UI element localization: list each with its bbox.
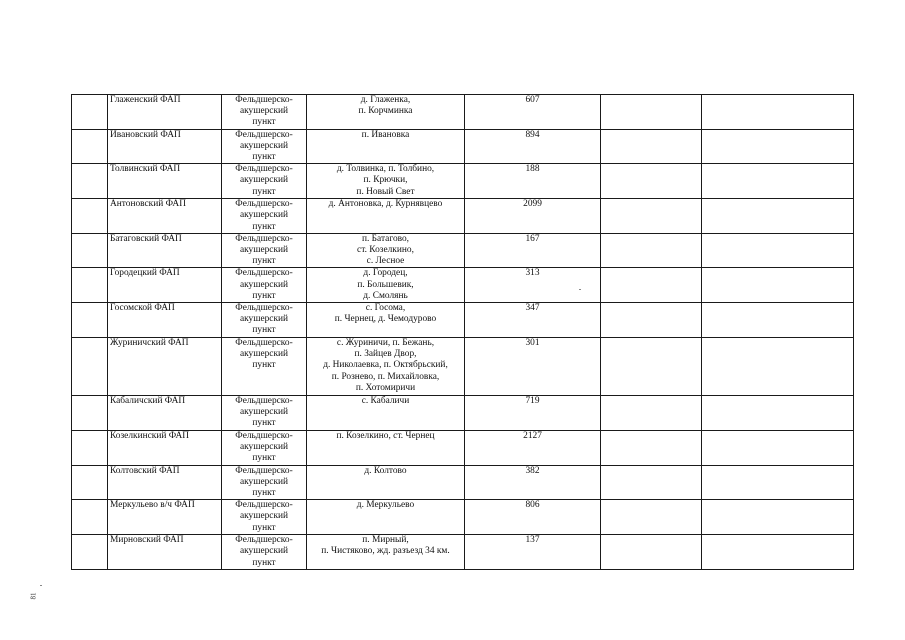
row-number-cell (72, 303, 108, 338)
empty-cell (601, 233, 702, 268)
fap-name-cell: Меркульево в/ч ФАП (108, 500, 222, 535)
population-cell: 806 (465, 500, 601, 535)
empty-cell (702, 95, 854, 130)
empty-cell (601, 129, 702, 164)
table-row (72, 338, 854, 396)
localities-cell: п. Батагово, ст. Козелкино, с. Лесное (307, 233, 465, 268)
empty-cell (601, 431, 702, 466)
facility-type-cell: Фельдшерско- акушерский пункт (222, 303, 307, 338)
fap-name-cell: Антоновский ФАП (108, 199, 222, 234)
empty-cell (702, 535, 854, 570)
facility-type-cell: Фельдшерско- акушерский пункт (222, 465, 307, 500)
localities-cell: п. Ивановка (307, 129, 465, 164)
facility-type-cell: Фельдшерско- акушерский пункт (222, 431, 307, 466)
fap-name-cell: Городецкий ФАП (108, 268, 222, 303)
table-row (72, 199, 854, 234)
fap-name-cell: Глаженский ФАП (108, 95, 222, 130)
row-number-cell (72, 129, 108, 164)
empty-cell (702, 500, 854, 535)
empty-cell (702, 396, 854, 431)
empty-cell (702, 129, 854, 164)
empty-cell (601, 465, 702, 500)
population-cell: 2099 (465, 199, 601, 234)
empty-cell (601, 95, 702, 130)
population-cell: 719 (465, 396, 601, 431)
localities-cell: д. Колтово (307, 465, 465, 500)
fap-name-cell: Батаговский ФАП (108, 233, 222, 268)
scan-speck (40, 585, 42, 586)
population-cell: 894 (465, 129, 601, 164)
localities-cell: д. Антоновка, д. Курнявцево (307, 199, 465, 234)
population-cell: 347 (465, 303, 601, 338)
fap-name-cell: Толвинский ФАП (108, 164, 222, 199)
localities-cell: д. Городец, п. Большевик, д. Смолянь (307, 268, 465, 303)
empty-cell (702, 164, 854, 199)
facility-type-cell: Фельдшерско- акушерский пункт (222, 338, 307, 396)
fap-name-cell: Мирновский ФАП (108, 535, 222, 570)
population-cell: 313 (465, 268, 601, 303)
table-row (72, 500, 854, 535)
fap-name-cell: Журиничский ФАП (108, 338, 222, 396)
row-number-cell (72, 268, 108, 303)
fap-table (71, 94, 854, 570)
population-cell: 382 (465, 465, 601, 500)
facility-type-cell: Фельдшерско- акушерский пункт (222, 164, 307, 199)
population-cell: 137 (465, 535, 601, 570)
localities-cell: с. Кабаличи (307, 396, 465, 431)
row-number-cell (72, 95, 108, 130)
row-number-cell (72, 199, 108, 234)
fap-name-cell: Кабаличский ФАП (108, 396, 222, 431)
row-number-cell (72, 233, 108, 268)
table-row (72, 129, 854, 164)
population-cell: 188 (465, 164, 601, 199)
table-row (72, 431, 854, 466)
empty-cell (601, 396, 702, 431)
facility-type-cell: Фельдшерско- акушерский пункт (222, 95, 307, 130)
fap-name-cell: Ивановский ФАП (108, 129, 222, 164)
empty-cell (601, 303, 702, 338)
empty-cell (702, 338, 854, 396)
table-row (72, 95, 854, 130)
fap-name-cell: Колтовский ФАП (108, 465, 222, 500)
row-number-cell (72, 338, 108, 396)
population-cell: 167 (465, 233, 601, 268)
localities-cell: д. Меркульево (307, 500, 465, 535)
table-row (72, 164, 854, 199)
empty-cell (601, 164, 702, 199)
localities-cell: с. Госома, п. Чернец, д. Чемодурово (307, 303, 465, 338)
population-cell: 607 (465, 95, 601, 130)
scan-speck (579, 289, 581, 290)
empty-cell (601, 268, 702, 303)
row-number-cell (72, 431, 108, 466)
page-number: 81 (29, 592, 38, 600)
facility-type-cell: Фельдшерско- акушерский пункт (222, 199, 307, 234)
document-page (71, 94, 853, 570)
facility-type-cell: Фельдшерско- акушерский пункт (222, 535, 307, 570)
row-number-cell (72, 535, 108, 570)
empty-cell (702, 465, 854, 500)
fap-name-cell: Госомской ФАП (108, 303, 222, 338)
table-row (72, 465, 854, 500)
row-number-cell (72, 465, 108, 500)
empty-cell (702, 431, 854, 466)
empty-cell (601, 500, 702, 535)
facility-type-cell: Фельдшерско- акушерский пункт (222, 268, 307, 303)
localities-cell: п. Козелкино, ст. Чернец (307, 431, 465, 466)
facility-type-cell: Фельдшерско- акушерский пункт (222, 500, 307, 535)
row-number-cell (72, 500, 108, 535)
row-number-cell (72, 396, 108, 431)
row-number-cell (72, 164, 108, 199)
empty-cell (702, 303, 854, 338)
empty-cell (702, 268, 854, 303)
localities-cell: с. Журиничи, п. Бежань, п. Зайцев Двор, д. Николаевка, п. Октябрьский, п. Рознево, п. Михайловка, п. Хотомиричи (307, 338, 465, 396)
population-cell: 2127 (465, 431, 601, 466)
empty-cell (601, 199, 702, 234)
empty-cell (601, 338, 702, 396)
localities-cell: д. Толвинка, п. Толбино, п. Крючки, п. Новый Свет (307, 164, 465, 199)
table-row (72, 268, 854, 303)
table-row (72, 396, 854, 431)
empty-cell (702, 233, 854, 268)
table-row (72, 233, 854, 268)
facility-type-cell: Фельдшерско- акушерский пункт (222, 233, 307, 268)
facility-type-cell: Фельдшерско- акушерский пункт (222, 129, 307, 164)
localities-cell: д. Глаженка, п. Корчминка (307, 95, 465, 130)
table-row (72, 535, 854, 570)
fap-name-cell: Козелкинский ФАП (108, 431, 222, 466)
empty-cell (702, 199, 854, 234)
facility-type-cell: Фельдшерско- акушерский пункт (222, 396, 307, 431)
table-row (72, 303, 854, 338)
population-cell: 301 (465, 338, 601, 396)
empty-cell (601, 535, 702, 570)
localities-cell: п. Мирный, п. Чистяково, жд. разъезд 34 км. (307, 535, 465, 570)
